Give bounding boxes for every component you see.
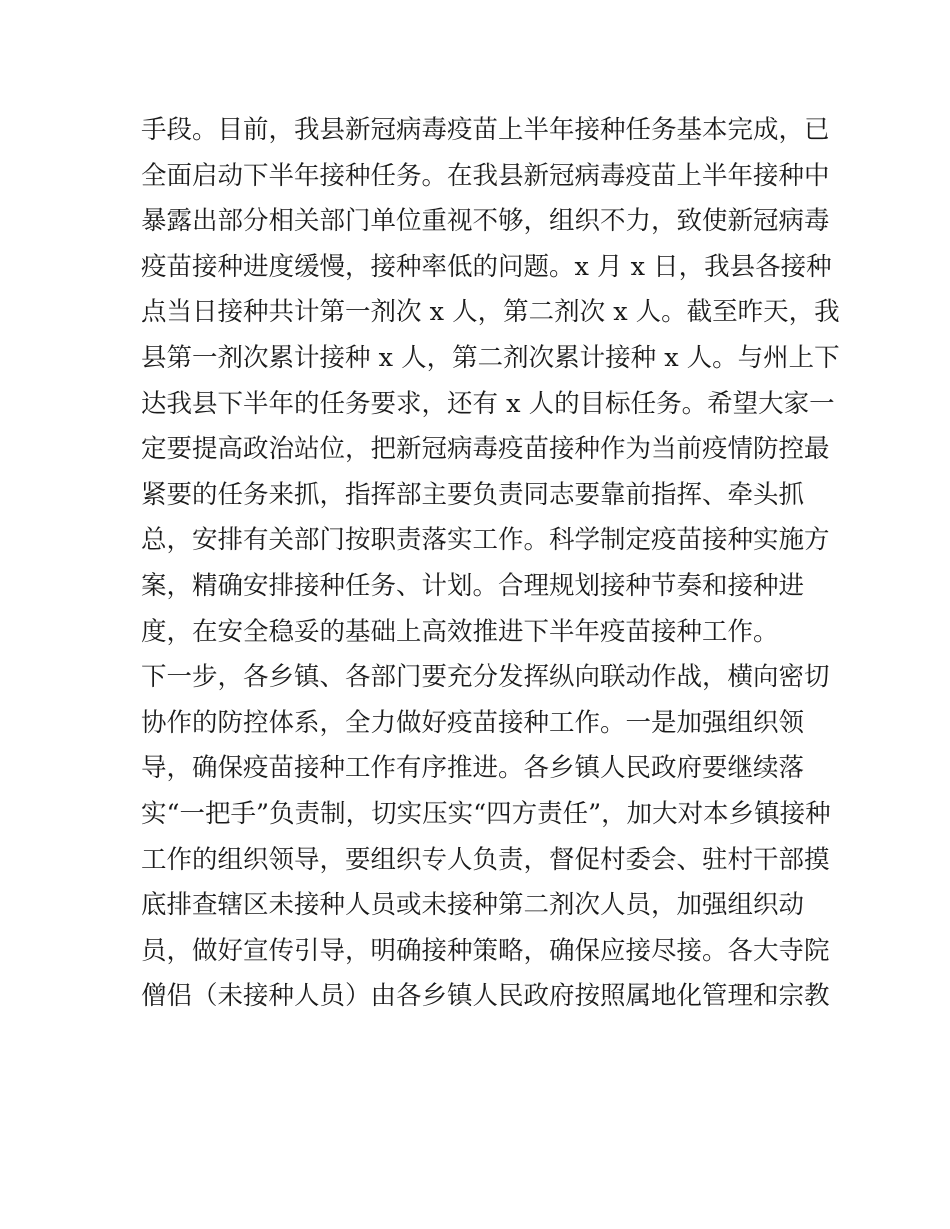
text-line: 导，确保疫苗接种工作有序推进。各乡镇人民政府要继续落: [141, 753, 805, 784]
text-line: 工作的组织领导，要组织专人负责，督促村委会、驻村干部摸: [141, 844, 830, 875]
text-line: 度，在安全稳妥的基础上高效推进下半年疫苗接种工作。: [141, 616, 779, 647]
text-line: 定要提高政治站位，把新冠病毒疫苗接种作为当前疫情防控最: [141, 434, 830, 465]
text-line: 案，精确安排接种任务、计划。合理规划接种节奏和接种进: [141, 570, 805, 601]
text-line: 手段。目前，我县新冠病毒疫苗上半年接种任务基本完成，已: [141, 115, 830, 145]
text-line: 达我县下半年的任务要求，还有 x 人的目标任务。希望大家一: [141, 388, 835, 419]
text-line: 紧要的任务来抓，指挥部主要负责同志要靠前指挥、牵头抓: [141, 479, 805, 510]
text-line: 底排查辖区未接种人员或未接种第二剂次人员，加强组织动: [141, 890, 805, 921]
text-line: 员，做好宣传引导，明确接种策略，确保应接尽接。各大寺院: [141, 935, 830, 966]
text-line: 县第一剂次累计接种 x 人，第二剂次累计接种 x 人。与州上下: [141, 342, 840, 373]
text-line: 暴露出部分相关部门单位重视不够，组织不力，致使新冠病毒: [141, 206, 830, 237]
text-line: 疫苗接种进度缓慢，接种率低的问题。x 月 x 日，我县各接种: [141, 251, 832, 282]
text-line: 下一步，各乡镇、各部门要充分发挥纵向联动作战，横向密切: [141, 662, 830, 693]
text-line: 协作的防控体系，全力做好疫苗接种工作。一是加强组织领: [141, 707, 805, 738]
text-line: 实“一把手”负责制，切实压实“四方责任”，加大对本乡镇接种: [141, 798, 831, 829]
text-line: 僧侣（未接种人员）由各乡镇人民政府按照属地化管理和宗教: [141, 981, 830, 1012]
text-line: 点当日接种共计第一剂次 x 人，第二剂次 x 人。截至昨天，我: [141, 297, 840, 328]
text-line: 总，安排有关部门按职责落实工作。科学制定疫苗接种实施方: [141, 525, 830, 556]
text-line: 全面启动下半年接种任务。在我县新冠病毒疫苗上半年接种中: [141, 160, 830, 191]
body-text: [141, 108, 840, 1020]
